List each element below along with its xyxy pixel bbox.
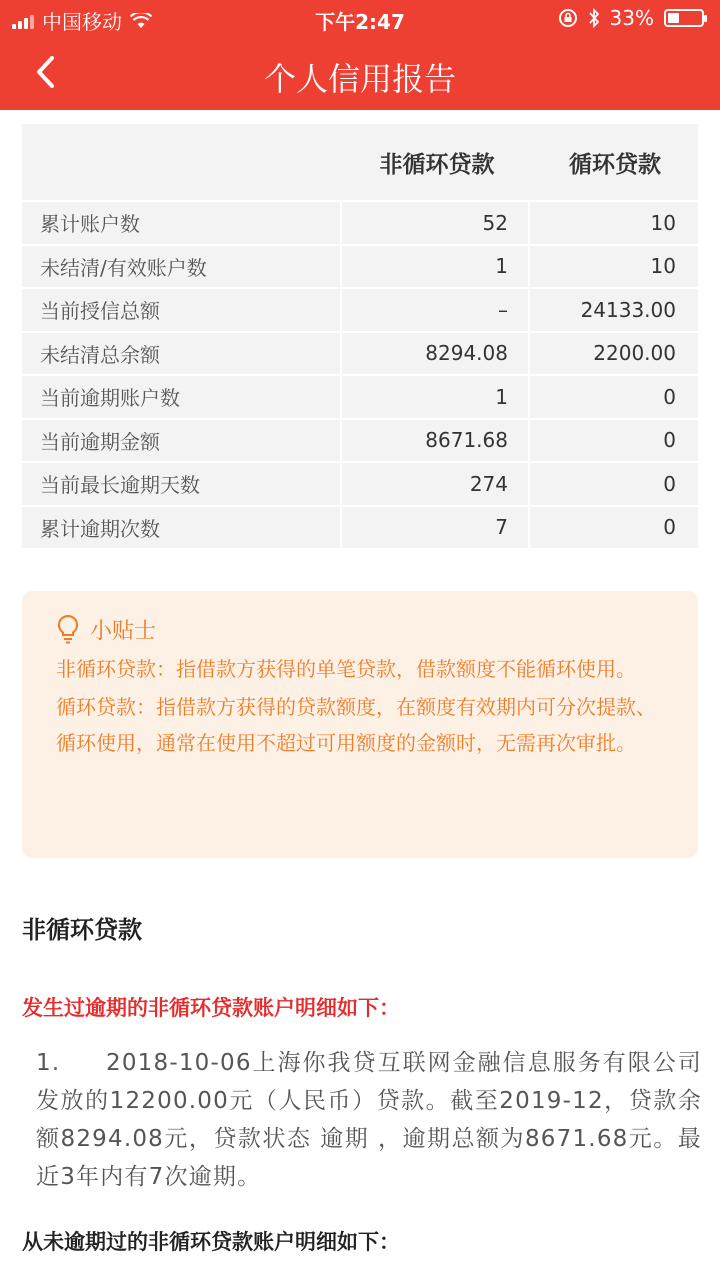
table-row [22,418,698,462]
non-revolving-value: – [342,289,530,331]
battery-icon [664,9,704,27]
row-label: 未结清总余额 [22,333,342,375]
non-revolving-value: 1 [342,376,530,418]
row-label: 当前逾期账户数 [22,376,342,418]
table-row [22,244,698,288]
battery-percent: 33% [609,6,654,30]
row-label: 当前授信总额 [22,289,342,331]
table-row [22,200,698,244]
revolving-value: 0 [663,471,676,496]
credit-summary-table [22,124,698,548]
tips-card [22,591,698,858]
revolving-value: 10 [650,210,676,235]
header-non-revolving: 非循环贷款 [379,151,495,178]
item-text: 2018-10-06上海你我贷互联网金融信息服务有限公司发放的12200.00元（人民币）贷款。截至2019-12，贷款余额8294.08元，贷款状态 逾期 ，逾期总额为8671.68元。最近3年内有7次逾期。 [36,1050,702,1190]
non-revolving-value: 52 [342,202,530,244]
row-label: 累计账户数 [22,202,342,244]
revolving-value: 0 [663,384,676,409]
item-index: 1. [36,1050,61,1076]
tip-revolving: 循环贷款：指借款方获得的贷款额度，在额度有效期内可分次提款、循环使用，通常在使用不超过可用额度的金额时，无需再次审批。 [56,695,656,755]
revolving-value: 24133.00 [580,297,676,322]
nav-bar [0,36,720,110]
row-label: 当前逾期金额 [22,420,342,462]
overdue-accounts-heading: 发生过逾期的非循环贷款账户明细如下： [22,996,400,1020]
overdue-account-item [36,1044,702,1196]
carrier-label: 中国移动 [42,10,122,34]
table-row [22,374,698,418]
table-row [22,505,698,549]
revolving-value: 0 [663,428,676,453]
non-revolving-value: 8294.08 [342,333,530,375]
lightbulb-icon [56,614,80,644]
table-row [22,287,698,331]
section-title: 非循环贷款 [22,916,142,944]
bluetooth-icon [588,8,600,28]
table-row [22,331,698,375]
revolving-value: 0 [663,515,676,540]
non-revolving-value: 1 [342,246,530,288]
table-header [22,124,698,200]
row-label: 当前最长逾期天数 [22,463,342,505]
header-revolving: 循环贷款 [569,151,661,178]
page-title: 个人信用报告 [263,60,456,98]
row-label: 未结清/有效账户数 [22,246,342,288]
normal-accounts-heading: 从未逾期过的非循环贷款账户明细如下： [22,1230,400,1254]
revolving-value: 2200.00 [593,341,676,366]
status-bar [0,0,720,36]
non-revolving-value: 8671.68 [342,420,530,462]
tips-title: 小贴士 [90,618,157,644]
header [0,0,720,110]
non-revolving-value: 274 [342,463,530,505]
rotation-lock-icon [558,8,578,28]
row-label: 累计逾期次数 [22,507,342,549]
clock: 下午2:47 [315,10,405,34]
table-row [22,461,698,505]
non-revolving-value: 7 [342,507,530,549]
tip-non-revolving: 非循环贷款：指借款方获得的单笔贷款，借款额度不能循环使用。 [56,657,636,681]
battery-level [668,13,679,23]
revolving-value: 10 [650,254,676,279]
